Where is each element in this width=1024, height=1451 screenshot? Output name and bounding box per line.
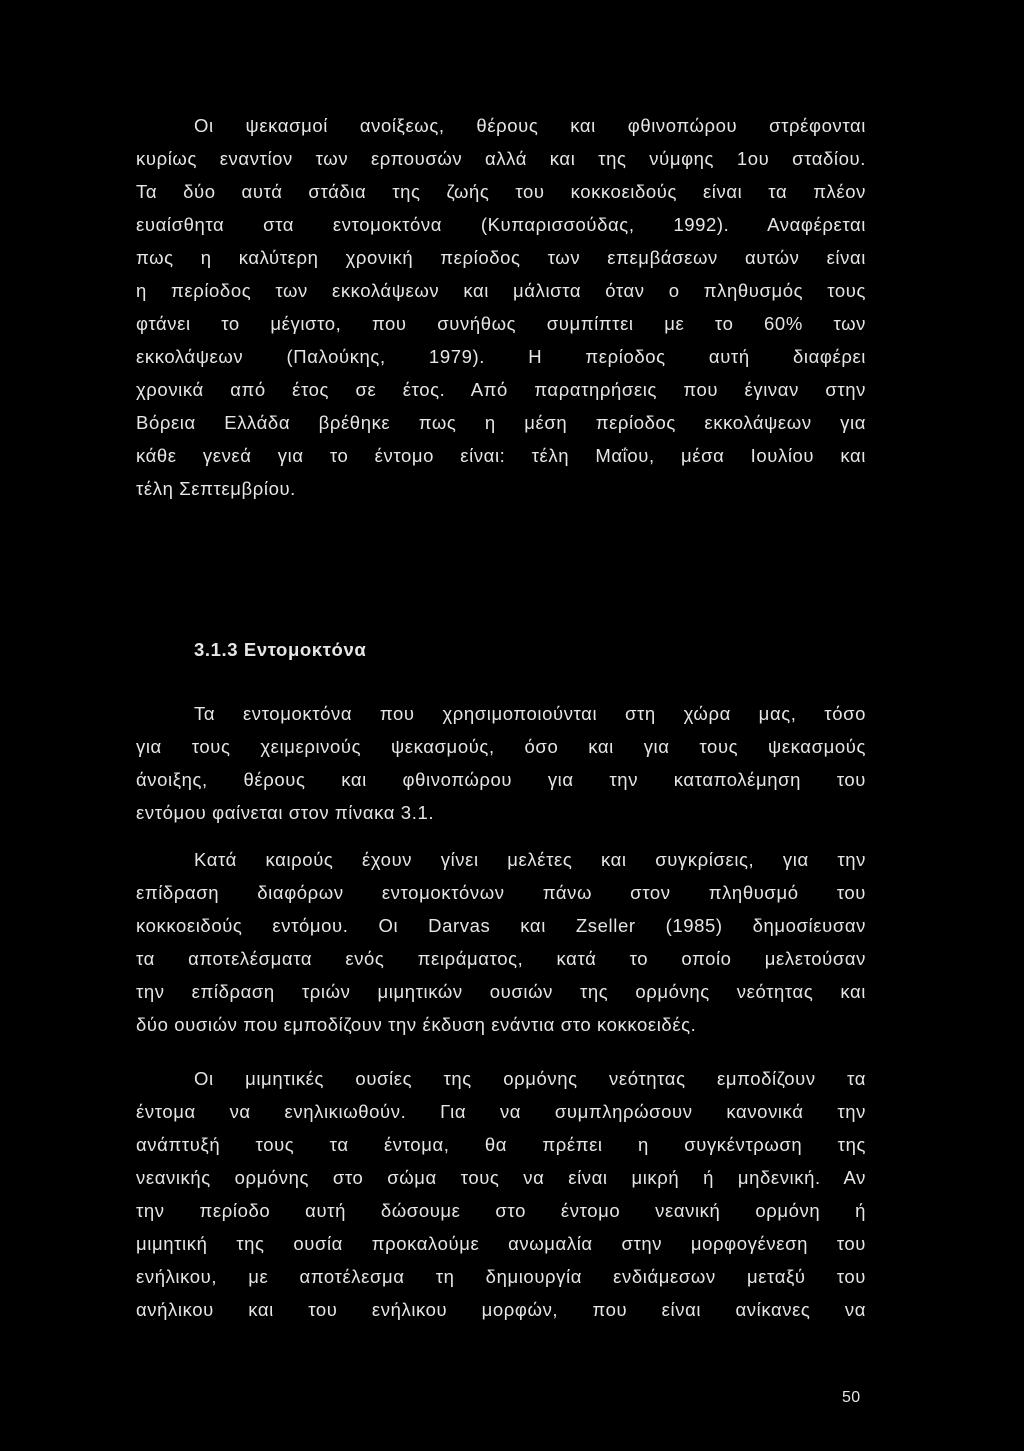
text-line: πως η καλύτερη χρονική περίοδος των επεμβάσεων αυτών είναι bbox=[136, 247, 866, 268]
text-line: επίδραση διαφόρων εντομοκτόνων πάνω στον πληθυσμό του bbox=[136, 882, 866, 903]
text-line: Τα εντομοκτόνα που χρησιμοποιούνται στη χώρα μας, τόσο bbox=[194, 703, 866, 724]
text-line: ανήλικου και του ενήλικου μορφών, που είναι ανίκανες να bbox=[136, 1299, 866, 1320]
text-line: τέλη Σεπτεμβρίου. bbox=[136, 478, 296, 499]
text-line: εκκολάψεων (Παλούκης, 1979). Η περίοδος αυτή διαφέρει bbox=[136, 346, 866, 367]
paragraph-insecticides-table-ref bbox=[136, 697, 866, 829]
text-line: την περίοδο αυτή δώσουμε στο έντομο νεανική ορμόνη ή bbox=[136, 1200, 866, 1221]
text-line: Οι ψεκασμοί ανοίξεως, θέρους και φθινοπώρου στρέφονται bbox=[194, 115, 866, 136]
text-line: φτάνει το μέγιστο, που συνήθως συμπίπτει με το 60% των bbox=[136, 313, 866, 334]
text-line: μιμητική της ουσία προκαλούμε ανωμαλία στην μορφογένεση του bbox=[136, 1233, 866, 1254]
text-line: δύο ουσιών που εμποδίζουν την έκδυση ενάντια στο κοκκοειδές. bbox=[136, 1014, 697, 1035]
text-line: άνοιξης, θέρους και φθινοπώρου για την καταπολέμηση του bbox=[136, 769, 866, 790]
text-line: χρονικά από έτος σε έτος. Από παρατηρήσεις που έγιναν στην bbox=[136, 379, 866, 400]
paragraph-spraying-timing bbox=[136, 109, 866, 505]
paragraph-studies bbox=[136, 843, 866, 1041]
text-line: κάθε γενεά για το έντομο είναι: τέλη Μαΐου, μέσα Ιουλίου και bbox=[136, 445, 866, 466]
text-line: κοκκοειδούς εντόμου. Οι Darvas και Zseller (1985) δημοσίευσαν bbox=[136, 915, 866, 936]
text-line: ενήλικου, με αποτέλεσμα τη δημιουργία ενδιάμεσων μεταξύ του bbox=[136, 1266, 866, 1287]
text-line: Βόρεια Ελλάδα βρέθηκε πως η μέση περίοδος εκκολάψεων για bbox=[136, 412, 866, 433]
text-line: ευαίσθητα στα εντομοκτόνα (Κυπαρισσούδας, 1992). Αναφέρεται bbox=[136, 214, 866, 235]
text-line: κυρίως εναντίον των ερπουσών αλλά και της νύμφης 1ου σταδίου. bbox=[136, 148, 866, 169]
text-line: Τα δύο αυτά στάδια της ζωής του κοκκοειδούς είναι τα πλέον bbox=[136, 181, 866, 202]
text-line: έντομα να ενηλικιωθούν. Για να συμπληρώσουν κανονικά την bbox=[136, 1101, 866, 1122]
text-line: για τους χειμερινούς ψεκασμούς, όσο και για τους ψεκασμούς bbox=[136, 736, 866, 757]
text-line: Κατά καιρούς έχουν γίνει μελέτες και συγκρίσεις, για την bbox=[194, 849, 866, 870]
section-heading: 3.1.3 Εντομοκτόνα bbox=[194, 639, 367, 660]
text-line: εντόμου φαίνεται στον πίνακα 3.1. bbox=[136, 802, 435, 823]
text-line: η περίοδος των εκκολάψεων και μάλιστα όταν ο πληθυσμός τους bbox=[136, 280, 866, 301]
text-line: ανάπτυξή τους τα έντομα, θα πρέπει η συγκέντρωση της bbox=[136, 1134, 866, 1155]
text-line: νεανικής ορμόνης στο σώμα τους να είναι μικρή ή μηδενική. Αν bbox=[136, 1167, 866, 1188]
paragraph-juvenile-hormone bbox=[136, 1062, 866, 1326]
text-line: την επίδραση τριών μιμητικών ουσιών της ορμόνης νεότητας και bbox=[136, 981, 866, 1002]
page-number: 50 bbox=[842, 1389, 861, 1406]
text-line: Οι μιμητικές ουσίες της ορμόνης νεότητας εμποδίζουν τα bbox=[194, 1068, 866, 1089]
text-line: τα αποτελέσματα ενός πειράματος, κατά το οποίο μελετούσαν bbox=[136, 948, 866, 969]
